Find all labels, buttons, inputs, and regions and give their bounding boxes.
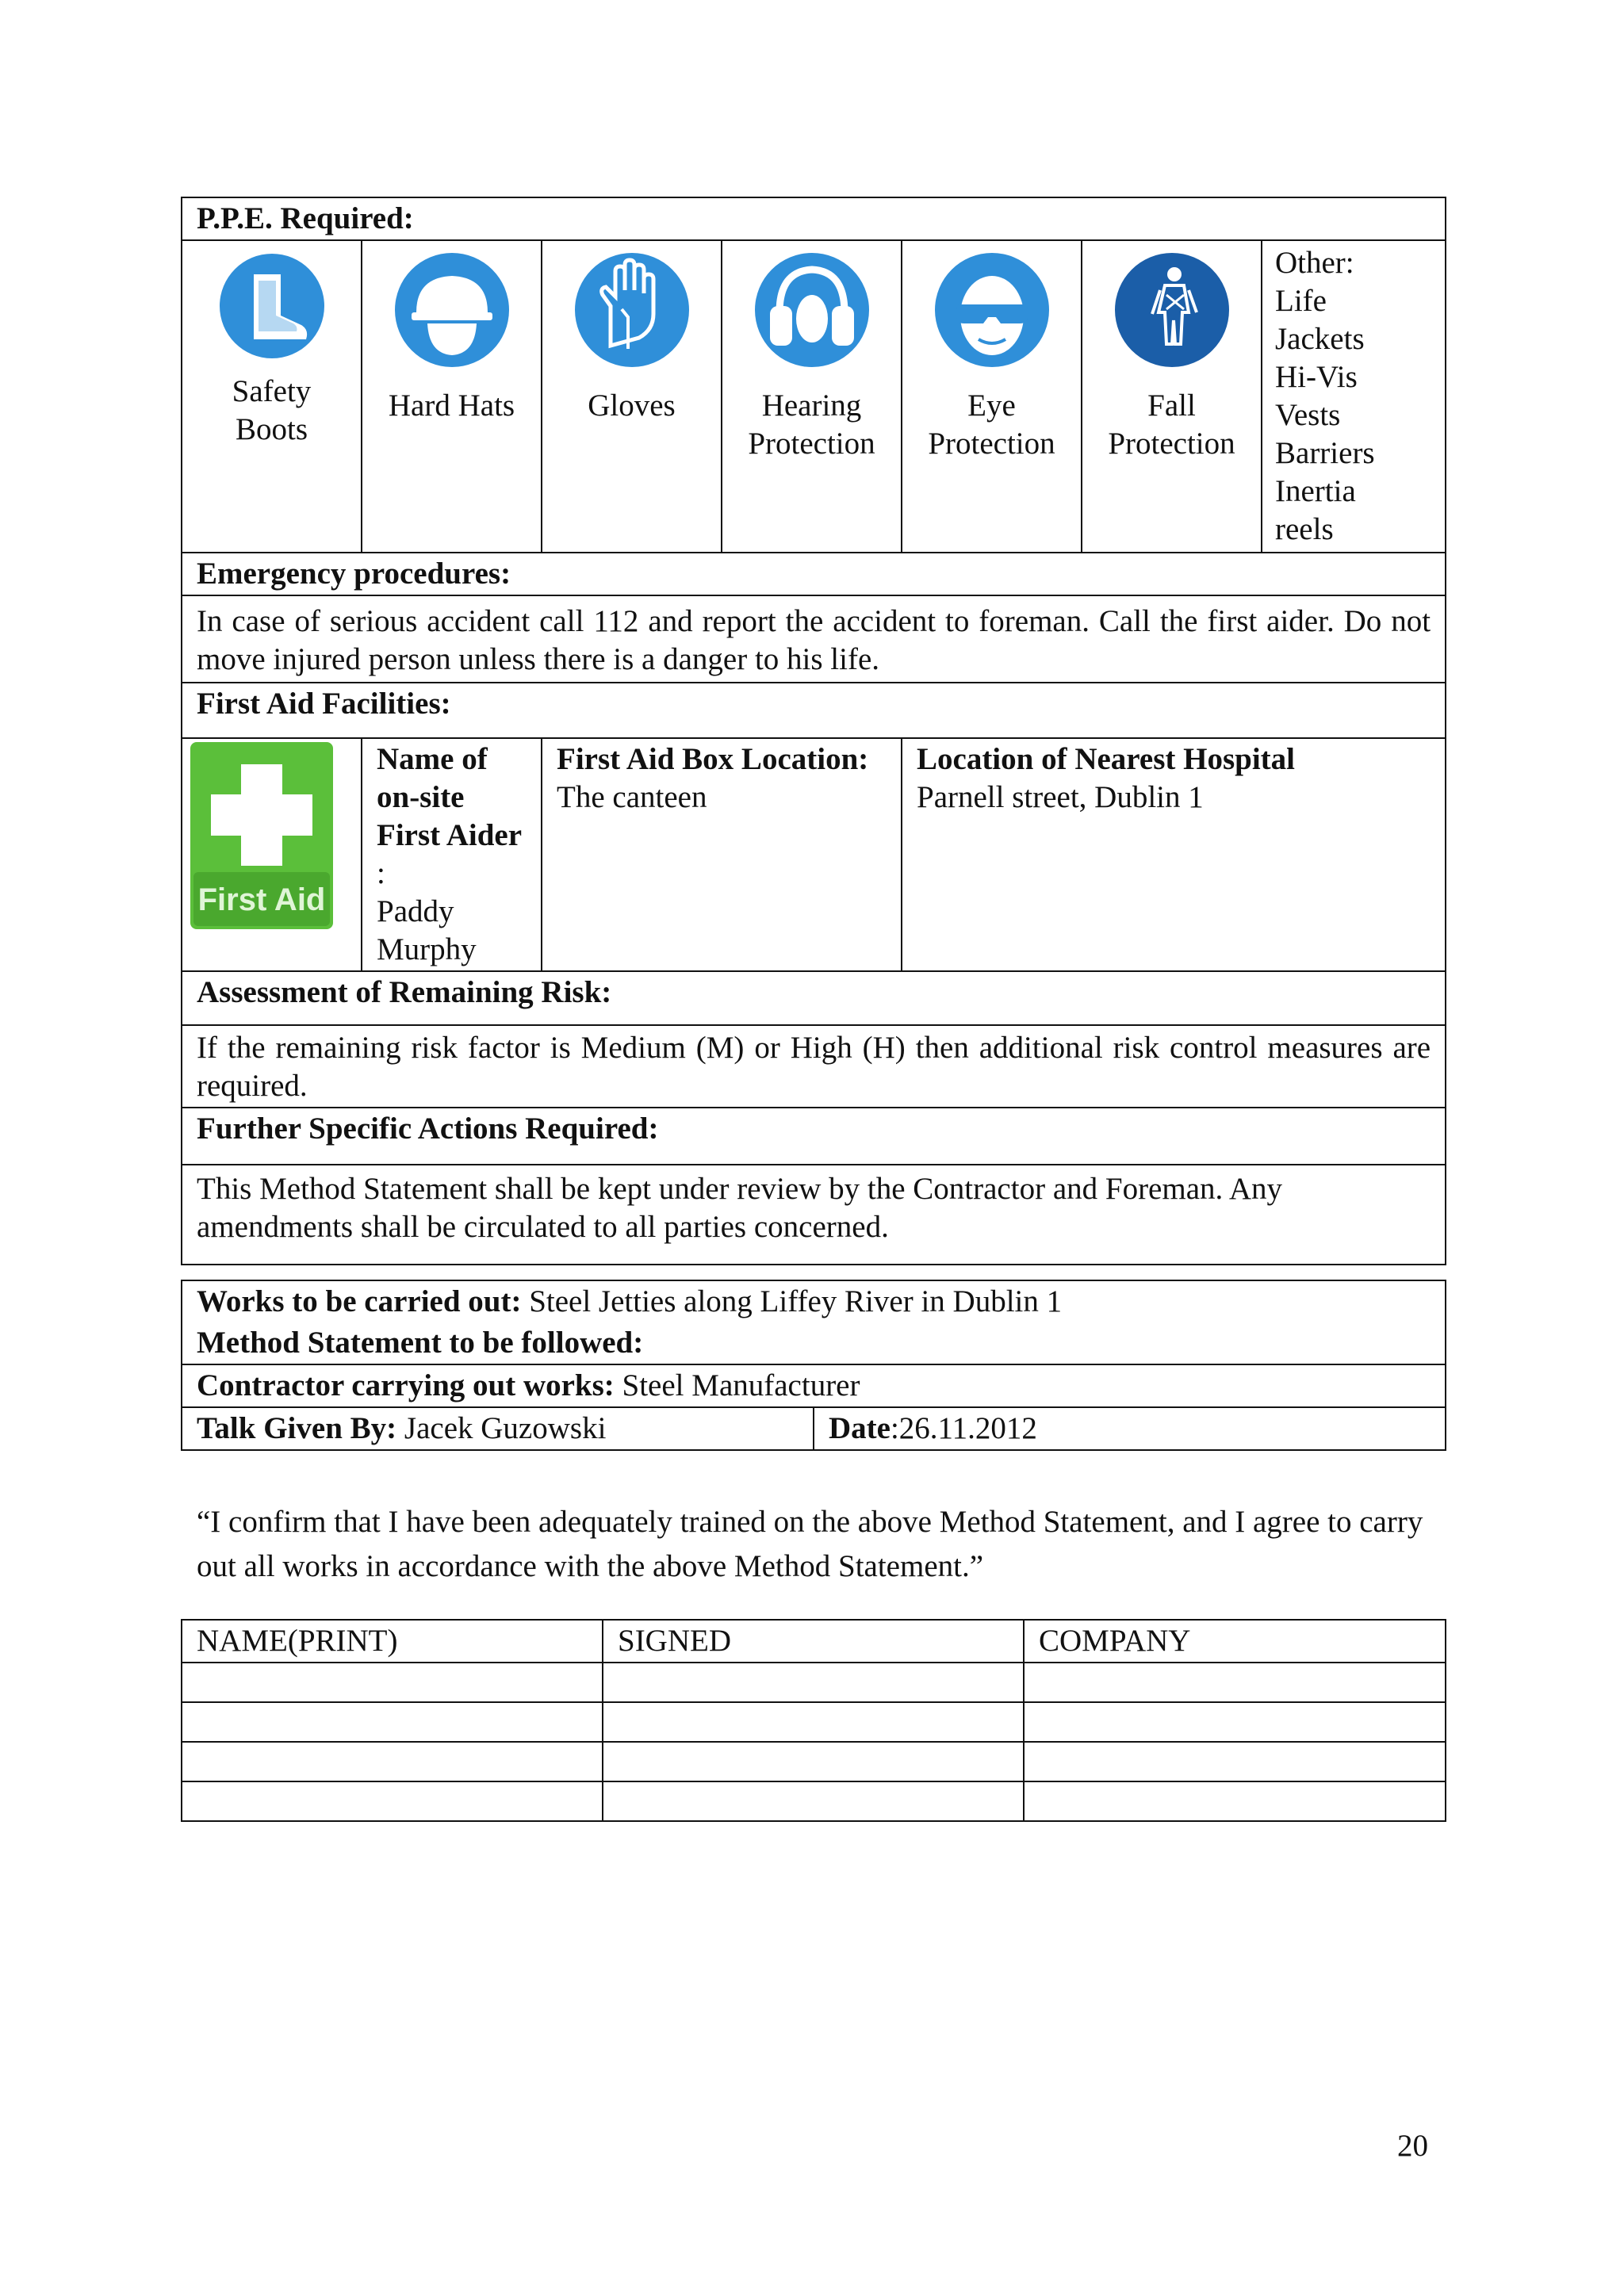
safety-boot-icon [213, 251, 331, 369]
page-number: 20 [1397, 2129, 1428, 2163]
company-field[interactable] [1024, 1702, 1446, 1742]
confirmation-statement: “I confirm that I have been adequately trained on the above Method Statement, and I agree to carry out all works in accordance with the above Method Statement.” [197, 1505, 1423, 1583]
company-field[interactable] [1024, 1663, 1446, 1702]
ppe-gloves [542, 240, 722, 553]
signature-field[interactable] [603, 1781, 1024, 1821]
ppe-hard-hats [362, 240, 542, 553]
name-field[interactable] [182, 1702, 603, 1742]
harness-icon [1113, 251, 1231, 369]
hard-hat-icon [393, 251, 511, 369]
ear-defenders-icon [753, 251, 871, 369]
emergency-text: In case of serious accident call 112 and report the accident to foreman. Call the first aider. Do not move injured person unless there is a danger to his life. [182, 595, 1446, 683]
company-field[interactable] [1024, 1781, 1446, 1821]
safety-table [181, 197, 1446, 1265]
ppe-safety-boots [182, 240, 362, 553]
risk-text: If the remaining risk factor is Medium (M) or High (H) then additional risk control measures are required. [182, 1025, 1446, 1108]
name-field[interactable] [182, 1663, 603, 1702]
ppe-hearing-protection [722, 240, 902, 553]
first-aid-heading: First Aid Facilities: [182, 683, 1446, 738]
name-field[interactable] [182, 1781, 603, 1821]
signature-row [182, 1702, 1446, 1742]
date-cell: Date:26.11.2012 [814, 1407, 1446, 1450]
ppe-fall-protection [1082, 240, 1262, 553]
name-field[interactable] [182, 1742, 603, 1781]
first-aid-icon [190, 742, 333, 929]
ppe-label: Gloves [588, 388, 676, 423]
first-aider-cell: Name of on-site First Aider : Paddy Murphy [362, 738, 542, 971]
talk-given-cell: Talk Given By: Jacek Guzowski [182, 1407, 814, 1450]
signature-field[interactable] [603, 1702, 1024, 1742]
name-print-header: NAME(PRINT) [182, 1620, 603, 1663]
company-field[interactable] [1024, 1742, 1446, 1781]
contractor-row: Contractor carrying out works: Steel Manufacturer [182, 1364, 1446, 1407]
actions-text: This Method Statement shall be kept under review by the Contractor and Foreman. Any amendments shall be circulated to all parties concerned. [182, 1165, 1446, 1265]
first-aid-logo-cell [182, 738, 362, 971]
ppe-label: Eye Protection [928, 388, 1055, 461]
method-row: Method Statement to be followed: [182, 1322, 1446, 1364]
ppe-label: Hearing Protection [748, 388, 875, 461]
risk-heading: Assessment of Remaining Risk: [182, 971, 1446, 1025]
signature-row [182, 1742, 1446, 1781]
ppe-heading: P.P.E. Required: [182, 197, 1446, 240]
ppe-eye-protection [902, 240, 1082, 553]
signature-row [182, 1781, 1446, 1821]
hospital-cell: Location of Nearest Hospital Parnell street, Dublin 1 [902, 738, 1446, 971]
svg-text:First Aid: First Aid [197, 882, 326, 917]
emergency-heading: Emergency procedures: [182, 553, 1446, 595]
company-header: COMPANY [1024, 1620, 1446, 1663]
signature-row [182, 1663, 1446, 1702]
gloves-icon [573, 251, 691, 369]
ppe-other: Other: Life Jackets Hi-Vis Vests Barriers Inertia reels [1262, 240, 1446, 553]
actions-heading: Further Specific Actions Required: [182, 1108, 1446, 1165]
signature-field[interactable] [603, 1663, 1024, 1702]
goggles-icon [933, 251, 1051, 369]
ppe-label: Safety Boots [232, 374, 312, 446]
signed-header: SIGNED [603, 1620, 1024, 1663]
works-table [181, 1280, 1446, 1451]
ppe-label: Hard Hats [388, 388, 515, 423]
signature-field[interactable] [603, 1742, 1024, 1781]
signature-table [181, 1619, 1446, 1822]
works-row: Works to be carried out: Steel Jetties along Liffey River in Dublin 1 [182, 1280, 1446, 1322]
first-aid-box-cell: First Aid Box Location: The canteen [542, 738, 902, 971]
ppe-label: Fall Protection [1108, 388, 1235, 461]
